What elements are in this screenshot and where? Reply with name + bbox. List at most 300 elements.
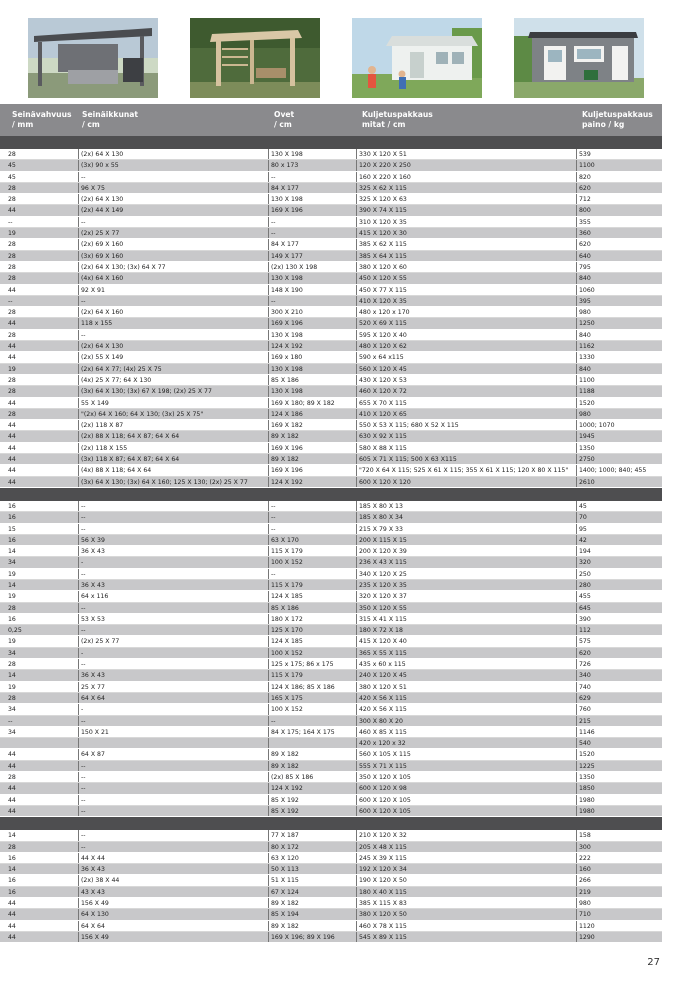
cell-doors: -- [268,296,356,306]
header-doors: Ovet / cm [274,110,295,129]
cell-wall-windows: (2x) 55 X 149 [78,352,268,362]
table-row [0,921,662,932]
cell-wall-windows: - [78,648,268,658]
cell-wall-thickness: 19 [8,683,16,691]
cell-package-dimensions: 236 X 43 X 115 [356,557,576,567]
cell-package-weight: 340 [576,670,662,680]
product-photos [28,18,662,98]
cell-doors: -- [268,512,356,522]
cell-package-dimensions: 315 X 41 X 115 [356,614,576,624]
cell-package-dimensions: 600 X 120 X 105 [356,795,576,805]
cell-wall-windows: (3x) 64 X 130; (3x) 64 X 160; 125 X 130; (2x) 25 X 77 [78,477,268,487]
cell-package-weight: 215 [576,716,662,726]
cell-doors: -- [268,524,356,534]
cell-wall-windows: (3x) 64 X 130; (3x) 67 X 198; (2x) 25 X 77 [78,386,268,396]
cell-wall-thickness: 28 [8,309,16,317]
cell-package-weight: 640 [576,251,662,261]
table-row [0,704,662,715]
cell-package-weight: 222 [576,853,662,863]
cell-wall-thickness: 28 [8,263,16,271]
cell-package-weight: 280 [576,580,662,590]
table-row [0,557,662,568]
cell-package-weight: 840 [576,364,662,374]
cell-wall-windows: 36 X 43 [78,670,268,680]
cell-wall-thickness: 44 [8,900,16,907]
cell-doors: 169 x 180 [268,352,356,362]
cell-package-dimensions: 185 X 80 X 13 [356,501,576,511]
cell-wall-thickness: 44 [8,478,16,486]
table-row [0,205,662,216]
table-row [0,830,662,841]
table-header [0,104,662,136]
cell-doors: 77 X 187 [268,830,356,840]
cell-wall-windows: "(2x) 64 X 160; 64 X 130; (3x) 25 X 75" [78,409,268,419]
cell-wall-thickness: 44 [8,467,16,475]
cell-package-dimensions: 460 X 120 X 72 [356,386,576,396]
table-row [0,217,662,228]
cell-package-weight: 629 [576,693,662,703]
cell-package-weight: 620 [576,239,662,249]
cell-doors: 130 X 198 [268,273,356,283]
cell-package-weight: 1520 [576,749,662,759]
cell-wall-thickness: 14 [8,672,16,680]
cell-package-dimensions: 380 X 120 X 60 [356,262,576,272]
cell-wall-windows: -- [78,783,268,793]
cell-doors: -- [268,716,356,726]
cell-package-dimensions: 435 x 60 x 115 [356,659,576,669]
cell-package-dimensions: 185 X 80 X 34 [356,512,576,522]
cell-wall-thickness: 19 [8,593,16,601]
cell-package-weight: 1000; 1070 [576,420,662,430]
cell-package-weight: 1162 [576,341,662,351]
cell-wall-thickness: 44 [8,922,16,930]
cell-package-dimensions: 560 X 120 X 45 [356,364,576,374]
cell-package-dimensions: 590 x 64 x115 [356,352,576,362]
table-row [0,501,662,512]
cell-package-dimensions: 655 X 70 X 115 [356,398,576,408]
cell-wall-windows: 55 X 149 [78,398,268,408]
cell-wall-windows: 25 X 77 [78,682,268,692]
table-row [0,512,662,523]
cell-package-dimensions: 380 X 120 X 51 [356,682,576,692]
cell-package-weight: 194 [576,546,662,556]
cell-wall-windows: 64 x 116 [78,591,268,601]
cell-package-weight: 1980 [576,795,662,805]
cell-wall-thickness: 28 [8,241,16,249]
cell-wall-thickness: 34 [8,706,16,714]
table-row [0,806,662,817]
cell-doors: -- [268,217,356,227]
table-row [0,228,662,239]
cell-package-dimensions: 415 X 120 X 40 [356,636,576,646]
cell-wall-windows: (2x) 44 X 149 [78,205,268,215]
cell-wall-windows: (2x) 64 X 160 [78,307,268,317]
cell-wall-thickness: 16 [8,854,16,862]
cell-package-weight: 1350 [576,443,662,453]
cell-wall-windows: 64 X 64 [78,693,268,703]
cell-wall-windows: 43 X 43 [78,887,268,897]
cell-doors: 100 X 152 [268,557,356,567]
cell-package-dimensions: 325 X 62 X 115 [356,183,576,193]
cell-doors: 169 X 180; 89 X 182 [268,398,356,408]
cell-package-weight: 540 [576,738,662,748]
cell-package-weight: 1146 [576,727,662,737]
table-row [0,398,662,409]
cell-package-weight: 1060 [576,285,662,295]
table-row [0,251,662,262]
table-row [0,738,662,749]
cell-package-weight: 455 [576,591,662,601]
cell-package-weight: 840 [576,330,662,340]
cell-wall-windows: -- [78,659,268,669]
table-row [0,194,662,205]
cell-package-weight: 1945 [576,431,662,441]
cell-package-weight: 390 [576,614,662,624]
cell-package-weight: 1290 [576,932,662,942]
cell-wall-windows [78,738,268,748]
cell-doors: 84 X 175; 164 X 175 [268,727,356,737]
cell-package-dimensions: 330 X 120 X 51 [356,149,576,159]
cell-doors: 169 X 196 [268,465,356,475]
cell-doors: 148 X 190 [268,285,356,295]
table-row [0,614,662,625]
table-row [0,636,662,647]
cell-doors: 169 X 196 [268,318,356,328]
cell-package-dimensions: 310 X 120 X 35 [356,217,576,227]
pavilion-with-kitchen-photo [28,18,158,98]
cell-wall-thickness: 0,25 [8,627,22,635]
cell-package-dimensions: 240 X 120 X 45 [356,670,576,680]
table-row [0,443,662,454]
cell-doors: 130 X 198 [268,149,356,159]
cell-package-dimensions: 480 X 120 X 62 [356,341,576,351]
cell-wall-thickness: 44 [8,433,16,441]
cell-package-weight: 42 [576,535,662,545]
cell-doors: 85 X 192 [268,795,356,805]
table-row [0,591,662,602]
cell-wall-thickness: 44 [8,796,16,804]
cell-wall-windows: -- [78,830,268,840]
cell-wall-thickness: 19 [8,230,16,238]
cell-doors [268,738,356,748]
cell-wall-windows: -- [78,296,268,306]
cell-package-dimensions: 385 X 115 X 83 [356,898,576,908]
cell-wall-windows: (2x) 88 X 118; 64 X 87; 64 X 64 [78,431,268,441]
cell-doors: 85 X 186 [268,603,356,613]
cell-package-dimensions: 420 x 120 x 32 [356,738,576,748]
cell-doors: 80 x 173 [268,160,356,170]
cell-wall-windows: (2x) 25 X 77 [78,228,268,238]
cell-package-dimensions: 215 X 79 X 33 [356,524,576,534]
table-row [0,477,662,488]
cell-package-dimensions: 365 X 55 X 115 [356,648,576,658]
table-row [0,420,662,431]
cell-package-weight: 980 [576,898,662,908]
cell-package-dimensions: 350 X 120 X 105 [356,772,576,782]
cell-package-dimensions: 300 X 80 X 20 [356,716,576,726]
cell-doors: 169 X 196; 89 X 196 [268,932,356,942]
cell-doors: 125 x 175; 86 x 175 [268,659,356,669]
cell-doors: 130 X 198 [268,364,356,374]
cell-doors: 63 X 120 [268,853,356,863]
cell-wall-thickness: 16 [8,514,16,522]
cell-package-weight: 45 [576,501,662,511]
table-row [0,273,662,284]
cell-package-weight: 1120 [576,921,662,931]
table-row [0,239,662,250]
cell-package-weight: 1250 [576,318,662,328]
cell-wall-windows: 150 X 21 [78,727,268,737]
cell-wall-windows: 118 x 155 [78,318,268,328]
cell-wall-thickness: 28 [8,252,16,260]
table-row [0,569,662,580]
cell-wall-thickness: 19 [8,638,16,646]
table-row [0,149,662,160]
cell-wall-thickness: 14 [8,581,16,589]
cell-wall-windows: -- [78,625,268,635]
cell-wall-windows: - [78,557,268,567]
cell-wall-windows: -- [78,524,268,534]
cell-wall-thickness: 44 [8,456,16,464]
table-row [0,465,662,476]
cell-doors: 124 X 192 [268,477,356,487]
cell-doors: 149 X 177 [268,251,356,261]
cell-doors: -- [268,501,356,511]
cell-doors: 89 X 182 [268,898,356,908]
table-row [0,330,662,341]
cell-wall-thickness: 19 [8,365,16,373]
cell-wall-thickness: 16 [8,536,16,544]
cell-package-weight: 1350 [576,772,662,782]
table-row [0,386,662,397]
cell-wall-windows: - [78,704,268,714]
cell-doors: 169 X 196 [268,443,356,453]
table-row [0,183,662,194]
cell-package-weight: 712 [576,194,662,204]
cell-wall-thickness: 44 [8,933,16,941]
cell-package-weight: 112 [576,625,662,635]
table-row [0,625,662,636]
cell-package-dimensions: 415 X 120 X 30 [356,228,576,238]
cell-package-dimensions: 340 X 120 X 25 [356,569,576,579]
cell-package-dimensions: 600 X 120 X 98 [356,783,576,793]
cell-doors: 124 X 192 [268,341,356,351]
cell-package-weight: 2610 [576,477,662,487]
cell-wall-windows: 44 X 44 [78,853,268,863]
cell-doors: 115 X 179 [268,670,356,680]
cell-wall-thickness: 16 [8,615,16,623]
table-row [0,932,662,943]
cell-package-dimensions: 580 X 88 X 115 [356,443,576,453]
cell-package-dimensions: 555 X 71 X 115 [356,761,576,771]
cell-package-weight: 575 [576,636,662,646]
cell-package-dimensions: 545 X 89 X 115 [356,932,576,942]
cell-wall-windows: 36 X 43 [78,546,268,556]
cell-wall-thickness: 44 [8,762,16,770]
cell-package-weight: 795 [576,262,662,272]
cell-package-dimensions: 595 X 120 X 40 [356,330,576,340]
cell-doors: 169 X 196 [268,205,356,215]
cell-wall-thickness: 28 [8,694,16,702]
cell-wall-thickness: 44 [8,751,16,759]
cell-package-weight: 158 [576,830,662,840]
cell-doors: -- [268,228,356,238]
cell-package-dimensions: 630 X 92 X 115 [356,431,576,441]
table-row [0,909,662,920]
cell-package-dimensions: 205 X 48 X 115 [356,842,576,852]
cell-wall-windows: (2x) 69 X 160 [78,239,268,249]
cell-wall-windows: (2x) 64 X 130 [78,194,268,204]
cell-wall-windows: (2x) 64 X 130; (3x) 64 X 77 [78,262,268,272]
cell-doors: -- [268,172,356,182]
cell-wall-windows: 36 X 43 [78,864,268,874]
cell-doors: 50 X 113 [268,864,356,874]
cell-wall-thickness: 44 [8,354,16,362]
cell-package-weight: 620 [576,183,662,193]
cell-package-dimensions: 450 X 120 X 55 [356,273,576,283]
cell-package-weight: 1980 [576,806,662,816]
cell-wall-windows: -- [78,217,268,227]
cell-wall-thickness: 28 [8,388,16,396]
cell-package-dimensions: 325 X 120 X 63 [356,194,576,204]
cell-wall-windows: (2x) 38 X 44 [78,875,268,885]
table-row [0,693,662,704]
cell-wall-windows: -- [78,716,268,726]
cell-wall-thickness: 44 [8,807,16,815]
cell-wall-windows: -- [78,330,268,340]
cell-wall-thickness: 44 [8,911,16,919]
cell-doors: 85 X 194 [268,909,356,919]
header-wall-windows: Seinäikkunat / cm [82,110,139,129]
cell-wall-thickness: 16 [8,888,16,896]
cell-package-dimensions: 385 X 62 X 115 [356,239,576,249]
cell-package-weight: 1188 [576,386,662,396]
table-row [0,341,662,352]
cell-package-weight: 1400; 1000; 840; 455 [576,465,662,475]
cell-wall-windows: 92 X 91 [78,285,268,295]
cell-wall-thickness: 28 [8,843,16,851]
cell-wall-thickness: 28 [8,604,16,612]
cell-wall-windows: 156 X 49 [78,932,268,942]
cell-package-weight: 980 [576,307,662,317]
table-row [0,727,662,738]
cell-package-dimensions: 605 X 71 X 115; 500 X 63 X115 [356,454,576,464]
cell-package-dimensions: 390 X 74 X 115 [356,205,576,215]
cell-doors: 89 X 182 [268,921,356,931]
cell-package-weight: 2750 [576,454,662,464]
cell-wall-thickness: 16 [8,877,16,885]
table-row [0,659,662,670]
cell-doors: (2x) 130 X 198 [268,262,356,272]
cell-wall-windows: -- [78,512,268,522]
cell-wall-windows: 64 X 130 [78,909,268,919]
cell-package-dimensions: 600 X 120 X 120 [356,477,576,487]
cell-doors: 100 X 152 [268,648,356,658]
table-row [0,580,662,591]
cell-package-weight: 160 [576,864,662,874]
cell-wall-thickness: 44 [8,399,16,407]
cell-wall-thickness: -- [8,717,13,725]
table-row [0,262,662,273]
cell-doors: 125 X 170 [268,625,356,635]
table-row [0,454,662,465]
cell-wall-windows: 36 X 43 [78,580,268,590]
cell-doors: 165 X 175 [268,693,356,703]
pergola-pavilion-photo [190,18,320,98]
cell-package-dimensions: 430 X 120 X 53 [356,375,576,385]
cell-package-weight: 70 [576,512,662,522]
cell-wall-thickness: -- [8,218,13,226]
cell-doors: 89 X 182 [268,454,356,464]
cell-package-weight: 760 [576,704,662,714]
cell-wall-thickness: 28 [8,331,16,339]
table-row [0,716,662,727]
cell-wall-windows: -- [78,795,268,805]
cell-wall-windows: (2x) 25 X 77 [78,636,268,646]
cell-package-weight: 1100 [576,160,662,170]
table-row [0,352,662,363]
table-row [0,603,662,614]
cell-doors: 85 X 192 [268,806,356,816]
cell-doors: (2x) 85 X 186 [268,772,356,782]
cell-wall-thickness: 14 [8,866,16,874]
garden-house-with-kids-photo [352,18,482,98]
cell-wall-windows: -- [78,761,268,771]
cell-package-weight: 620 [576,648,662,658]
cell-package-weight: 250 [576,569,662,579]
cell-wall-windows: (2x) 118 X 155 [78,443,268,453]
cell-doors: 89 X 182 [268,749,356,759]
cell-package-dimensions: 350 X 120 X 55 [356,603,576,613]
cell-package-weight: 820 [576,172,662,182]
cell-package-dimensions: 320 X 120 X 37 [356,591,576,601]
cell-doors: 84 X 177 [268,183,356,193]
cell-package-weight: 539 [576,149,662,159]
cell-package-dimensions: 410 X 120 X 65 [356,409,576,419]
table-row [0,409,662,420]
cell-wall-thickness: 28 [8,774,16,782]
cell-package-weight: 266 [576,875,662,885]
table-row [0,795,662,806]
header-package-dimensions: Kuljetuspakkaus mitat / cm [362,110,433,129]
spec-tables [0,136,662,943]
cell-package-weight: 355 [576,217,662,227]
cell-package-dimensions: 190 X 120 X 50 [356,875,576,885]
cell-package-dimensions: 160 X 220 X 160 [356,172,576,182]
cell-wall-windows: (2x) 64 X 77; (4x) 25 X 75 [78,364,268,374]
cell-wall-thickness: 45 [8,162,16,170]
table-row [0,524,662,535]
table-row [0,783,662,794]
cell-doors: 300 X 210 [268,307,356,317]
table-row [0,285,662,296]
cell-package-dimensions: 420 X 56 X 115 [356,693,576,703]
cell-doors: 67 X 124 [268,887,356,897]
table-row [0,296,662,307]
cell-wall-windows: (3x) 69 X 160 [78,251,268,261]
table-row [0,682,662,693]
cell-package-weight: 840 [576,273,662,283]
table-row [0,172,662,183]
cell-package-weight: 980 [576,409,662,419]
table-row [0,546,662,557]
cell-wall-windows: -- [78,806,268,816]
cell-wall-windows: -- [78,501,268,511]
table-row [0,898,662,909]
cell-wall-thickness: 34 [8,728,16,736]
cell-doors: 130 X 198 [268,194,356,204]
cell-package-dimensions: 380 X 120 X 50 [356,909,576,919]
